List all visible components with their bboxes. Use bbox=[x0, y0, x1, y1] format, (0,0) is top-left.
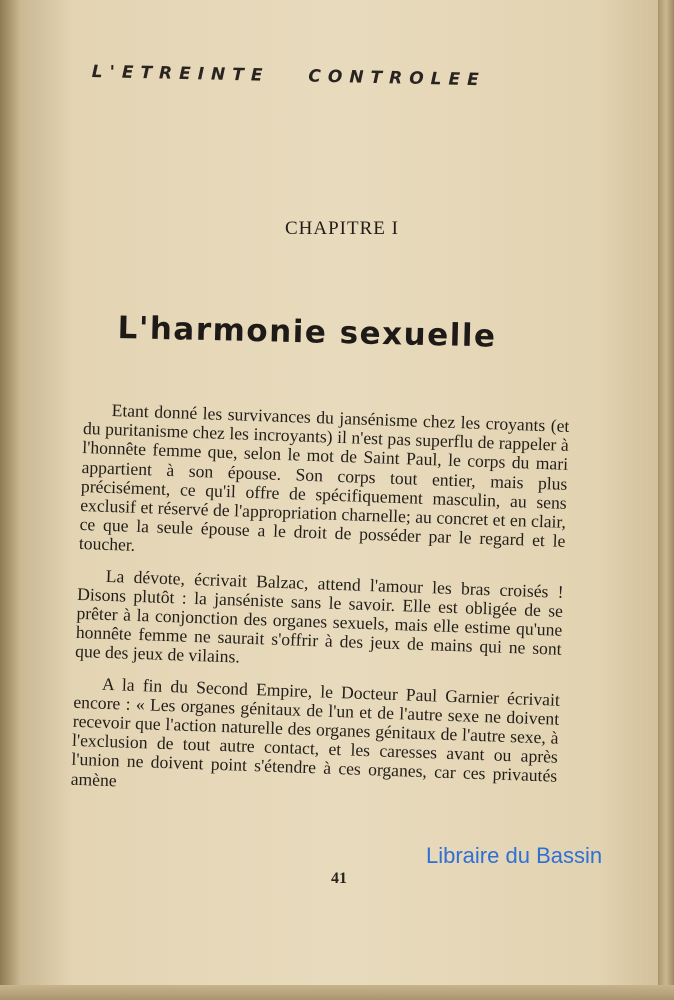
seller-watermark: Libraire du Bassin bbox=[426, 843, 603, 868]
chapter-label: CHAPITRE I bbox=[285, 218, 399, 239]
paragraph: Etant donné les survivances du jansénisme chez les croyants (et du puritanisme chez les incroyants) il n'est pas superflu de rappeler à l'honnête femme que, selon le mot de Saint Paul, le corps du mari appartient à son épouse. Son corps tout entier, mais plus précisément, ce qu'il offre de spécifiquement masculin, au sens exclusif et réservé de l'appropriation charnelle; au concret et en clair, ce que la seule épouse a le droit de posséder par le regard et le toucher. bbox=[78, 399, 570, 556]
paragraph: La dévote, écrivait Balzac, attend l'amour les bras croisés ! Disons plutôt : la janséniste sans le savoir. Elle est obligée de se prêter à la conjonction des organes sexuels, mais elle estime qu'une honnête femme ne saurait s'offrir à des jeux de mains qui ne sont que des jeux de vilains. bbox=[74, 565, 564, 668]
paragraph: A la fin du Second Empire, le Docteur Paul Garnier écrivait encore : « Les organes génitaux de l'un et de l'autre sexe ne doivent recevoir que l'action naturelle des organes génitaux de l'autre sexe, à l'exclusion de tout autre contact, et les caresses avant ou après l'union ne doivent point s'étendre à ces organes, car ces privautés amène bbox=[70, 673, 561, 791]
page-number: 41 bbox=[331, 870, 347, 887]
page-edge bbox=[658, 0, 674, 1000]
running-head-left: L'ETREINTE bbox=[91, 62, 270, 86]
running-head-right: CONTROLEE bbox=[308, 66, 486, 91]
page-bottom-edge bbox=[0, 985, 674, 1000]
body-text bbox=[70, 400, 570, 818]
chapter-title: L'harmonie sexuelle bbox=[117, 310, 497, 355]
